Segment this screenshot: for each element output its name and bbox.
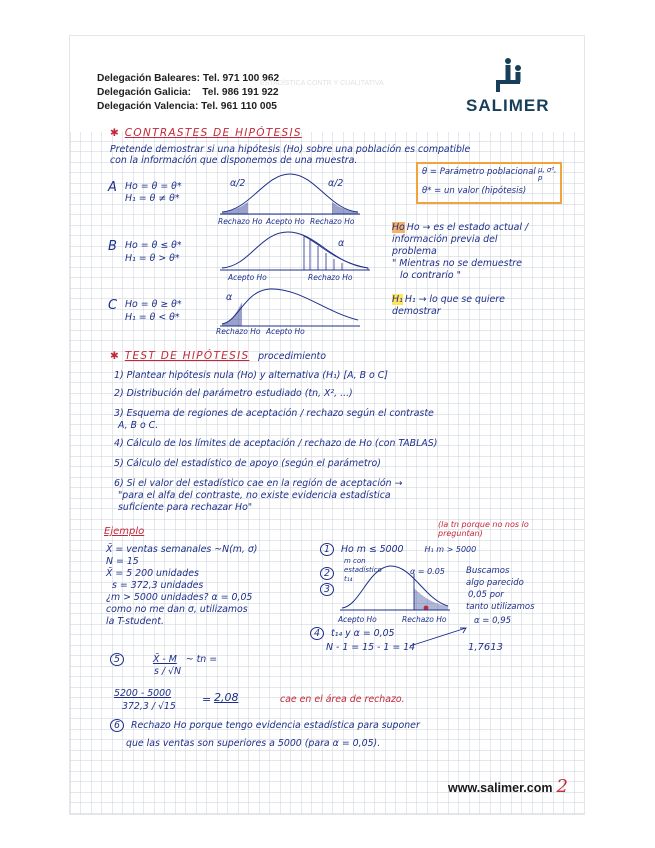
intro-line-1: Pretende demostrar si una hipótesis (Ho) sobre una población es compatible	[110, 144, 471, 155]
step5-distribution: ~ tn =	[185, 654, 218, 665]
case-b-right-tailed-curve	[220, 226, 370, 272]
case-c-letter: C	[108, 298, 118, 313]
example-step3	[320, 584, 334, 595]
calc-result: 2,08	[214, 691, 239, 704]
ho-note-line-1: Ho Ho → es el estado actual /	[392, 222, 529, 233]
step5-number: 5	[110, 653, 124, 666]
delegation-baleares: Delegación Baleares: Tel. 971 100 962	[97, 73, 280, 84]
step6-number: 6	[110, 719, 124, 732]
step4-number: 4	[310, 627, 324, 640]
procedure-step-2: 2) Distribución del parámetro estudiado (tn, X², ...)	[114, 388, 353, 399]
step6-line-1: Rechazo Ho porque tengo evidencia estadística para suponer	[130, 720, 420, 731]
step1-h1: H₁ m > 5000	[424, 545, 477, 554]
step4-arrow-icon	[410, 626, 470, 650]
example-title: Ejemplo	[104, 526, 145, 537]
contact-block	[97, 72, 279, 114]
example-data-7: la T-student.	[106, 616, 164, 627]
case-a-alpha-left: α/2	[230, 178, 246, 189]
ho-note-line-4: " Mientras no se demuestre	[392, 258, 522, 269]
salimer-logo-icon	[490, 56, 526, 94]
case-a-h1: H₁ = θ ≠ θ*	[125, 193, 180, 204]
case-b-label-reject: Rechazo Ho	[308, 273, 353, 282]
ho-note-line-2: información previa del	[392, 234, 498, 245]
side-note-2: algo parecido	[466, 578, 524, 588]
step6-line-2: que las ventas son superiores a 5000 (para α = 0,05).	[126, 738, 381, 749]
example-step6	[110, 720, 420, 731]
footer-url[interactable]: www.salimer.com	[448, 781, 553, 795]
case-a-label-reject-left: Rechazo Ho	[218, 217, 263, 226]
side-note-3: 0,05 por	[468, 590, 504, 600]
case-a-label-reject-right: Rechazo Ho	[310, 217, 355, 226]
calc-comment: cae en el área de rechazo.	[280, 694, 405, 705]
procedure-step-6b: "para el alfa del contraste, no existe evidencia estadística	[118, 490, 391, 501]
example-data-2: N = 15	[106, 556, 139, 567]
procedure-step-6: 6) Si el valor del estadístico cae en la región de aceptación →	[114, 478, 403, 489]
intro-line-2: con la información que disponemos de una muestra.	[110, 155, 358, 166]
step3-number: 3	[320, 583, 334, 596]
graph-label-reject: Rechazo Ho	[402, 615, 447, 624]
case-c-label-reject: Rechazo Ho	[216, 327, 261, 336]
case-b-letter: B	[108, 239, 117, 254]
page-number: 2	[556, 776, 568, 797]
procedure-step-3b: A, B o C.	[118, 420, 159, 431]
example-step2	[320, 568, 334, 579]
calc-denominator: 372,3 / √15	[122, 701, 176, 712]
example-data-5: ¿m > 5000 unidades? α = 0,05	[106, 592, 253, 603]
example-step5	[110, 654, 217, 665]
procedure-step-4: 4) Cálculo de los límites de aceptación / rechazo de Ho (con TABLAS)	[114, 438, 438, 449]
case-b-label-accept: Acepto Ho	[228, 273, 267, 282]
procedure-step-5: 5) Cálculo del estadístico de apoyo (según el parámetro)	[114, 458, 381, 469]
example-data-6: como no me dan σ, utilizamos	[106, 604, 248, 615]
case-b-h0: Ho = θ ≤ θ*	[125, 240, 182, 251]
case-a-label-accept: Acepto Ho	[266, 217, 305, 226]
h1-note-line-2: demostrar	[392, 306, 441, 317]
section1-title: ✱ CONTRASTES DE HIPÓTESIS	[110, 127, 302, 139]
step1-h0: Ho m ≤ 5000	[340, 544, 404, 555]
graph-label-accept: Acepto Ho	[338, 615, 377, 624]
case-c-h1: H₁ = θ < θ*	[125, 312, 180, 323]
parameter-list: μ, σ², p	[538, 166, 557, 182]
step4-critical-value: 1,7613	[468, 642, 503, 653]
brand-name: SALIMER	[466, 96, 550, 115]
graph-label-alpha: α = 0.05	[410, 567, 445, 576]
step4-text: t₁₄ y α = 0,05	[330, 628, 395, 639]
notebook-page	[70, 36, 584, 814]
footer	[448, 776, 568, 797]
example-tn-note: (la tn porque no nos lo preguntan)	[438, 520, 529, 538]
h1-note-line-1: H₁ H₁ → lo que se quiere	[392, 294, 505, 305]
delegation-valencia: Delegación Valencia: Tel. 961 110 005	[97, 101, 277, 112]
case-a-h0: Ho = θ = θ*	[125, 181, 182, 192]
ho-note-line-3: problema	[392, 246, 437, 257]
section2-title: ✱ TEST DE HIPÓTESIS procedimiento	[110, 350, 326, 362]
case-b-h1: H₁ = θ > θ*	[125, 253, 180, 264]
case-a-letter: A	[108, 180, 117, 195]
delegation-galicia: Delegación Galicia: Tel. 986 191 922	[97, 87, 279, 98]
example-data-3: X̄ = 5 200 unidades	[106, 568, 199, 579]
step2-number: 2	[320, 567, 334, 580]
theta-definition: θ = Parámetro poblacional	[422, 167, 536, 177]
case-c-left-tailed-curve	[220, 284, 360, 328]
example-step4	[310, 628, 395, 639]
section2-title-text: TEST DE HIPÓTESIS	[124, 350, 250, 362]
graph-label-t14: t₁₄	[344, 575, 353, 583]
alpha-mapping: α = 0,95	[474, 616, 512, 626]
faded-header-text: ESTADÍSTICA CONTR Y CUALITATIVA	[260, 80, 384, 87]
example-data-4: s = 372,3 unidades	[112, 580, 204, 591]
h1-note-text-1: H₁ → lo que se quiere	[404, 294, 505, 305]
step4-dof: N - 1 = 15 - 1 = 14	[326, 642, 416, 653]
case-b-alpha: α	[338, 238, 345, 249]
graph-label-mean: m con	[344, 557, 366, 565]
case-c-h0: Ho = θ ≥ θ*	[125, 299, 182, 310]
section1-title-text: CONTRASTES DE HIPÓTESIS	[124, 127, 302, 139]
ho-note-line-5: lo contrario "	[400, 270, 461, 281]
step5-numerator: X̄ - M	[152, 654, 177, 665]
side-note-4: tanto utilizamos	[466, 602, 535, 612]
ho-note-text-1: Ho → es el estado actual /	[406, 222, 529, 233]
procedure-step-1: 1) Plantear hipótesis nula (Ho) y alternativa (H₁) [A, B o C]	[114, 370, 388, 381]
calc-equals: =	[202, 693, 212, 706]
graph-label-estadistico: estadístico	[344, 566, 382, 574]
case-c-label-accept: Acepto Ho	[266, 327, 305, 336]
example-data-1: X̄ = ventas semanales ~N(m, σ)	[106, 544, 258, 555]
step1-number: 1	[320, 543, 334, 556]
theta-star-definition: θ* = un valor (hipótesis)	[422, 186, 527, 196]
calc-numerator: 5200 - 5000	[114, 688, 172, 699]
procedure-step-3: 3) Esquema de regiones de aceptación / rechazo según el contraste	[114, 408, 434, 419]
case-a-two-tailed-curve	[220, 166, 360, 216]
parameter-box	[416, 162, 562, 204]
example-step1	[320, 544, 476, 555]
step5-denominator: s / √N	[154, 666, 181, 677]
case-a-alpha-right: α/2	[328, 178, 344, 189]
side-note-1: Buscamos	[466, 566, 510, 576]
case-c-alpha: α	[226, 292, 233, 303]
procedure-step-6c: suficiente para rechazar Ho"	[118, 502, 253, 513]
section2-subtitle: procedimiento	[258, 351, 326, 362]
